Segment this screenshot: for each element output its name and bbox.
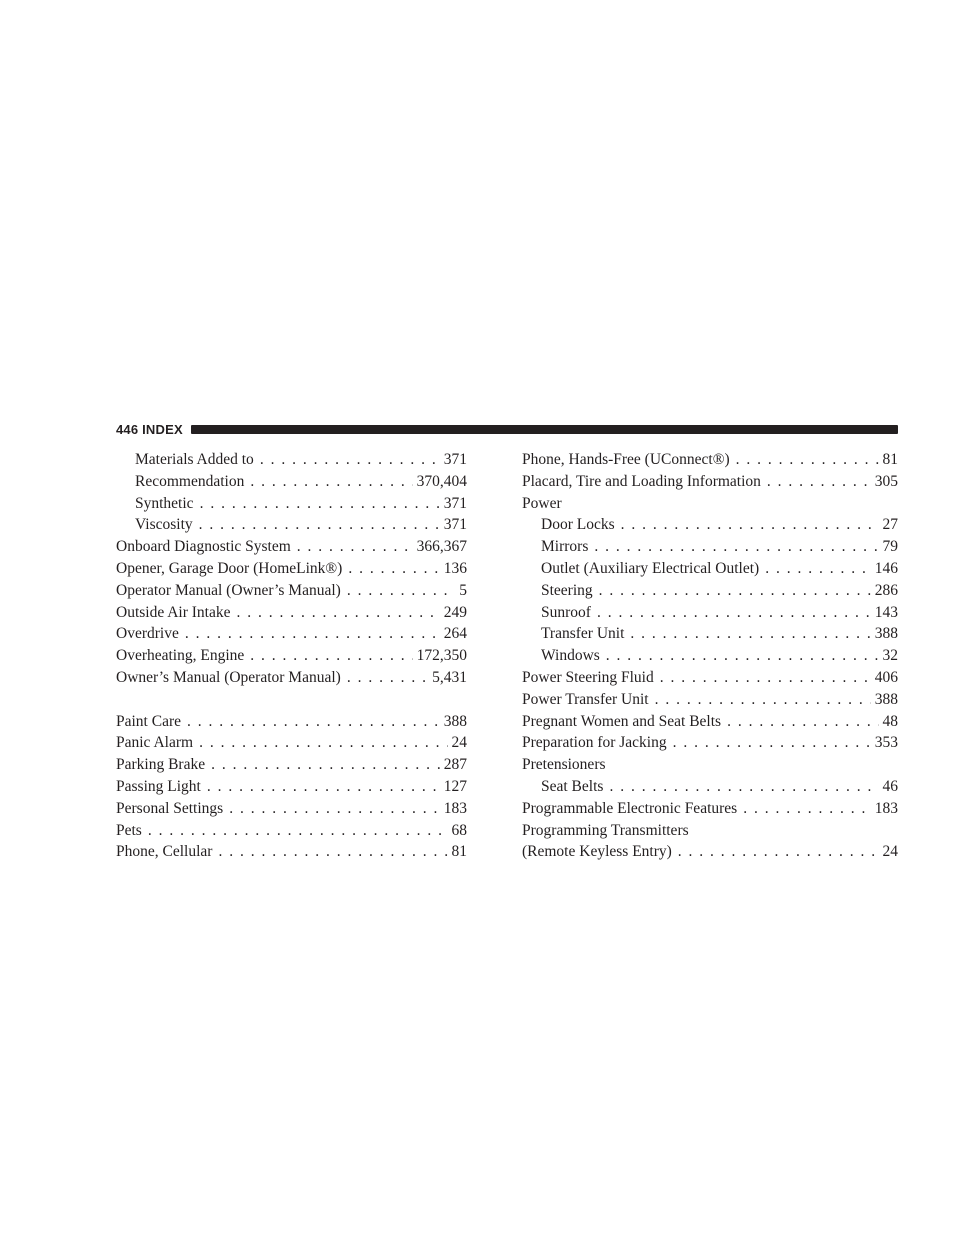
index-entry-label: (Remote Keyless Entry) bbox=[522, 843, 672, 861]
index-entry-label: Mirrors bbox=[541, 538, 589, 556]
index-entry bbox=[116, 536, 467, 558]
dot-leader bbox=[148, 820, 448, 842]
index-entry bbox=[116, 776, 467, 798]
index-entry-label: Phone, Hands-Free (UConnect®) bbox=[522, 451, 730, 468]
dot-leader bbox=[621, 514, 879, 536]
index-entry-page: 388 bbox=[874, 690, 898, 708]
index-entry-label: Paint Care bbox=[116, 712, 181, 730]
index-column-left bbox=[116, 449, 467, 863]
dot-leader bbox=[630, 623, 870, 645]
dot-leader bbox=[207, 776, 440, 798]
dot-leader bbox=[187, 711, 440, 733]
index-entry bbox=[116, 580, 467, 602]
index-entry bbox=[116, 602, 467, 624]
dot-leader bbox=[660, 667, 871, 689]
dot-leader bbox=[594, 536, 878, 558]
index-entry bbox=[522, 602, 898, 624]
index-entry bbox=[116, 449, 467, 471]
index-entry-label: Materials Added to bbox=[135, 451, 254, 468]
index-entry bbox=[522, 623, 898, 645]
index-entry-label: Placard, Tire and Loading Information bbox=[522, 472, 761, 490]
index-entry-page: 81 bbox=[451, 843, 467, 861]
index-entry bbox=[116, 754, 467, 776]
index-entry-page: 79 bbox=[882, 538, 898, 556]
index-entry-page: 5,431 bbox=[432, 668, 467, 686]
index-entry-page: 371 bbox=[443, 516, 467, 534]
index-entry-label: Outside Air Intake bbox=[116, 603, 231, 621]
index-entry-page: 371 bbox=[443, 451, 467, 468]
index-entry-label: Pets bbox=[116, 821, 142, 839]
dot-leader bbox=[250, 471, 412, 493]
index-entry bbox=[522, 776, 898, 798]
index-entry-label: Programmable Electronic Features bbox=[522, 799, 738, 817]
index-entry-page: 172,350 bbox=[416, 647, 467, 665]
index-entry-label: Passing Light bbox=[116, 777, 201, 795]
index-entry-label: Personal Settings bbox=[116, 799, 224, 817]
index-entry-label: Preparation for Jacking bbox=[522, 734, 667, 752]
index-entry-label: Onboard Diagnostic System bbox=[116, 538, 291, 556]
dot-leader bbox=[673, 732, 871, 754]
index-entry-page: 388 bbox=[443, 712, 467, 730]
index-entry bbox=[522, 820, 898, 842]
index-entry-label: Overdrive bbox=[116, 625, 179, 643]
index-entry bbox=[116, 493, 467, 515]
index-section-gap bbox=[116, 689, 467, 711]
index-entry-page: 32 bbox=[882, 647, 898, 665]
index-entry bbox=[116, 471, 467, 493]
dot-leader bbox=[199, 514, 440, 536]
index-entry-label: Windows bbox=[541, 647, 600, 665]
index-entry bbox=[522, 493, 898, 515]
index-entry-page: 353 bbox=[874, 734, 898, 752]
index-entry bbox=[522, 580, 898, 602]
index-entry bbox=[116, 558, 467, 580]
index-entry-label: Programming Transmitters bbox=[522, 821, 689, 839]
index-entry-label: Power bbox=[522, 494, 562, 512]
index-entry-page: 286 bbox=[874, 581, 898, 599]
index-entry bbox=[522, 711, 898, 733]
index-entry-label: Opener, Garage Door (HomeLink®) bbox=[116, 559, 343, 577]
dot-leader bbox=[211, 754, 440, 776]
dot-leader bbox=[736, 449, 879, 471]
index-entry-label: Power Steering Fluid bbox=[522, 668, 654, 686]
dot-leader bbox=[185, 623, 440, 645]
dot-leader bbox=[250, 645, 412, 667]
index-entry-label: Owner’s Manual (Operator Manual) bbox=[116, 668, 341, 686]
index-entry bbox=[522, 667, 898, 689]
index-entry-page: 370,404 bbox=[416, 472, 467, 490]
index-entry-label: Sunroof bbox=[541, 603, 591, 621]
dot-leader bbox=[767, 471, 871, 493]
index-entry bbox=[116, 841, 467, 863]
index-entry-page: 183 bbox=[443, 799, 467, 817]
index-entry bbox=[522, 689, 898, 711]
page-number-label: 446 INDEX bbox=[116, 421, 183, 437]
index-entry-label: Overheating, Engine bbox=[116, 647, 245, 665]
index-entry-page: 48 bbox=[882, 712, 898, 730]
index-entry-page: 81 bbox=[882, 451, 898, 468]
index-entry bbox=[116, 798, 467, 820]
dot-leader bbox=[765, 558, 871, 580]
index-entry-page: 366,367 bbox=[416, 538, 467, 556]
index-entry bbox=[522, 798, 898, 820]
dot-leader bbox=[599, 580, 871, 602]
dot-leader bbox=[678, 841, 879, 863]
index-entry-page: 27 bbox=[882, 516, 898, 534]
dot-leader bbox=[347, 580, 455, 602]
index-entry-page: 183 bbox=[874, 799, 898, 817]
header-rule bbox=[191, 425, 898, 434]
index-entry-page: 406 bbox=[874, 668, 898, 686]
index-column-right bbox=[522, 449, 898, 863]
index-entry-page: 143 bbox=[874, 603, 898, 621]
index-entry bbox=[522, 514, 898, 536]
index-entry bbox=[116, 514, 467, 536]
index-entry bbox=[116, 732, 467, 754]
index-entry-label: Phone, Cellular bbox=[116, 843, 213, 861]
dot-leader bbox=[297, 536, 413, 558]
index-entry-page: 249 bbox=[443, 603, 467, 621]
index-entry-page: 371 bbox=[443, 494, 467, 512]
dot-leader bbox=[655, 689, 871, 711]
dot-leader bbox=[199, 732, 447, 754]
index-entry bbox=[522, 536, 898, 558]
index-entry-label: Door Locks bbox=[541, 516, 615, 534]
index-entry bbox=[116, 623, 467, 645]
dot-leader bbox=[200, 493, 440, 515]
index-entry bbox=[522, 449, 898, 471]
dot-leader bbox=[260, 449, 440, 471]
index-entry-page: 5 bbox=[459, 581, 467, 599]
index-entry bbox=[116, 820, 467, 842]
dot-leader bbox=[347, 667, 428, 689]
index-entry-label: Parking Brake bbox=[116, 756, 206, 774]
index-entry-label: Seat Belts bbox=[541, 777, 604, 795]
index-entry-label: Power Transfer Unit bbox=[522, 690, 649, 708]
index-entry bbox=[116, 645, 467, 667]
index-entry-label: Pretensioners bbox=[522, 756, 606, 774]
index-entry bbox=[116, 711, 467, 733]
index-entry bbox=[522, 645, 898, 667]
index-entry-page: 127 bbox=[443, 777, 467, 795]
index-entry-label: Panic Alarm bbox=[116, 734, 194, 752]
dot-leader bbox=[743, 798, 871, 820]
dot-leader bbox=[609, 776, 878, 798]
index-entry-page: 388 bbox=[874, 625, 898, 643]
index-entry bbox=[522, 841, 898, 863]
index-entry-page: 24 bbox=[451, 734, 467, 752]
index-entry-label: Steering bbox=[541, 581, 593, 599]
index-entry-page: 24 bbox=[882, 843, 898, 861]
index-entry-label: Outlet (Auxiliary Electrical Outlet) bbox=[541, 559, 760, 577]
index-entry-label: Operator Manual (Owner’s Manual) bbox=[116, 581, 341, 599]
dot-leader bbox=[218, 841, 447, 863]
index-entry-page: 136 bbox=[443, 559, 467, 577]
index-entry-page: 146 bbox=[874, 559, 898, 577]
index-entry bbox=[522, 754, 898, 776]
dot-leader bbox=[597, 602, 871, 624]
dot-leader bbox=[606, 645, 879, 667]
dot-leader bbox=[727, 711, 878, 733]
page-header bbox=[116, 419, 898, 439]
index-entry bbox=[522, 732, 898, 754]
index-entry-label: Synthetic bbox=[135, 494, 194, 512]
index-entry bbox=[522, 558, 898, 580]
index-entry-page: 287 bbox=[443, 756, 467, 774]
dot-leader bbox=[229, 798, 440, 820]
index-entry-page: 305 bbox=[874, 472, 898, 490]
index-entry-label: Recommendation bbox=[135, 472, 245, 490]
dot-leader bbox=[237, 602, 440, 624]
index-entry-label: Pregnant Women and Seat Belts bbox=[522, 712, 722, 730]
index-entry-page: 68 bbox=[451, 821, 467, 839]
index-entry bbox=[522, 471, 898, 493]
index-entry-page: 264 bbox=[443, 625, 467, 643]
index-entry-label: Viscosity bbox=[135, 516, 193, 534]
dot-leader bbox=[348, 558, 439, 580]
index-entry-page: 46 bbox=[882, 777, 898, 795]
index-entry bbox=[116, 667, 467, 689]
index-entry-label: Transfer Unit bbox=[541, 625, 625, 643]
